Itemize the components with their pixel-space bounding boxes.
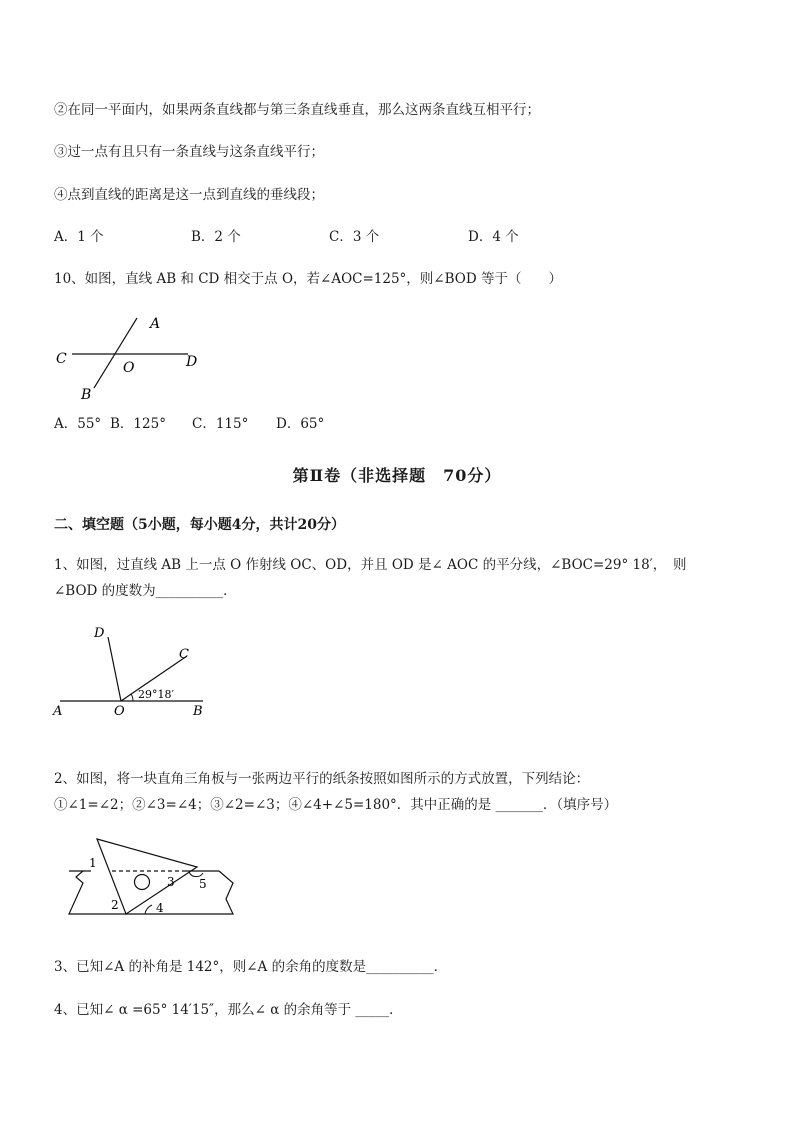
section2-heading: 二、填空题（5小题，每小题4分，共计20分） <box>54 517 345 533</box>
fill2-label-2: 2 <box>111 898 119 912</box>
fill2-label-3: 3 <box>167 875 175 889</box>
fill4-text: 4、已知∠ α =65° 14′15″，那么∠ α 的余角等于 _____． <box>54 1002 403 1018</box>
fill3-text: 3、已知∠A 的补角是 142°，则∠A 的余角的度数是__________． <box>54 959 448 975</box>
q10-option-c: C．115° <box>192 416 249 432</box>
q9-option-b: B．2 个 <box>191 229 241 245</box>
q10-option-a: A．55° <box>54 416 102 432</box>
fill2-label-5: 5 <box>199 877 207 891</box>
fill1-line2: ∠BOD 的度数为__________． <box>54 583 237 599</box>
fill1-label-o: O <box>114 704 125 719</box>
q9-option-d: D．4 个 <box>468 229 519 245</box>
fill2-line1: 2、如图，将一块直角三角板与一张两边平行的纸条按照如图所示的方式放置，下列结论： <box>54 771 590 787</box>
q9-option-a: A．1 个 <box>54 229 104 245</box>
q10-label-a: A <box>150 316 161 332</box>
fill2-label-1: 1 <box>89 856 97 870</box>
q10-option-b: B．125° <box>110 416 166 432</box>
statement-3: ③过一点有且只有一条直线与这条直线平行； <box>54 144 324 160</box>
part2-title: 第Ⅱ卷（非选择题 70分） <box>292 466 502 485</box>
q10-option-d: D．65° <box>276 416 325 432</box>
q10-label-o: O <box>123 360 135 376</box>
fill2-label-4: 4 <box>156 901 164 915</box>
q10-label-b: B <box>81 387 92 403</box>
q10-label-c: C <box>56 351 67 367</box>
fill2-line2: ①∠1=∠2；②∠3=∠4；③∠2=∠3；④∠4+∠5=180°．其中正确的是 _______．（填序号） <box>54 797 618 813</box>
fill2-figure <box>65 835 240 920</box>
fill1-label-c: C <box>179 647 189 662</box>
fill1-figure <box>50 620 220 720</box>
fill1-line1: 1、如图，过直线 AB 上一点 O 作射线 OC、OD，并且 OD 是∠ AOC 的平分线，∠BOC=29° 18′， 则 <box>54 557 687 573</box>
fill1-angle-label: 29°18′ <box>138 688 174 701</box>
fill1-label-a: A <box>53 704 63 719</box>
q10-stem: 10、如图，直线 AB 和 CD 相交于点 O，若∠AOC=125°，则∠BOD 等于（ ） <box>54 271 562 287</box>
statement-4: ④点到直线的距离是这一点到直线的垂线段； <box>54 187 324 203</box>
fill1-label-d: D <box>94 626 105 641</box>
q9-option-c: C．3 个 <box>329 229 380 245</box>
fill1-label-b: B <box>193 704 203 719</box>
q10-label-d: D <box>186 354 198 370</box>
statement-2: ②在同一平面内，如果两条直线都与第三条直线垂直，那么这两条直线互相平行； <box>54 102 540 118</box>
q10-figure <box>50 310 210 405</box>
